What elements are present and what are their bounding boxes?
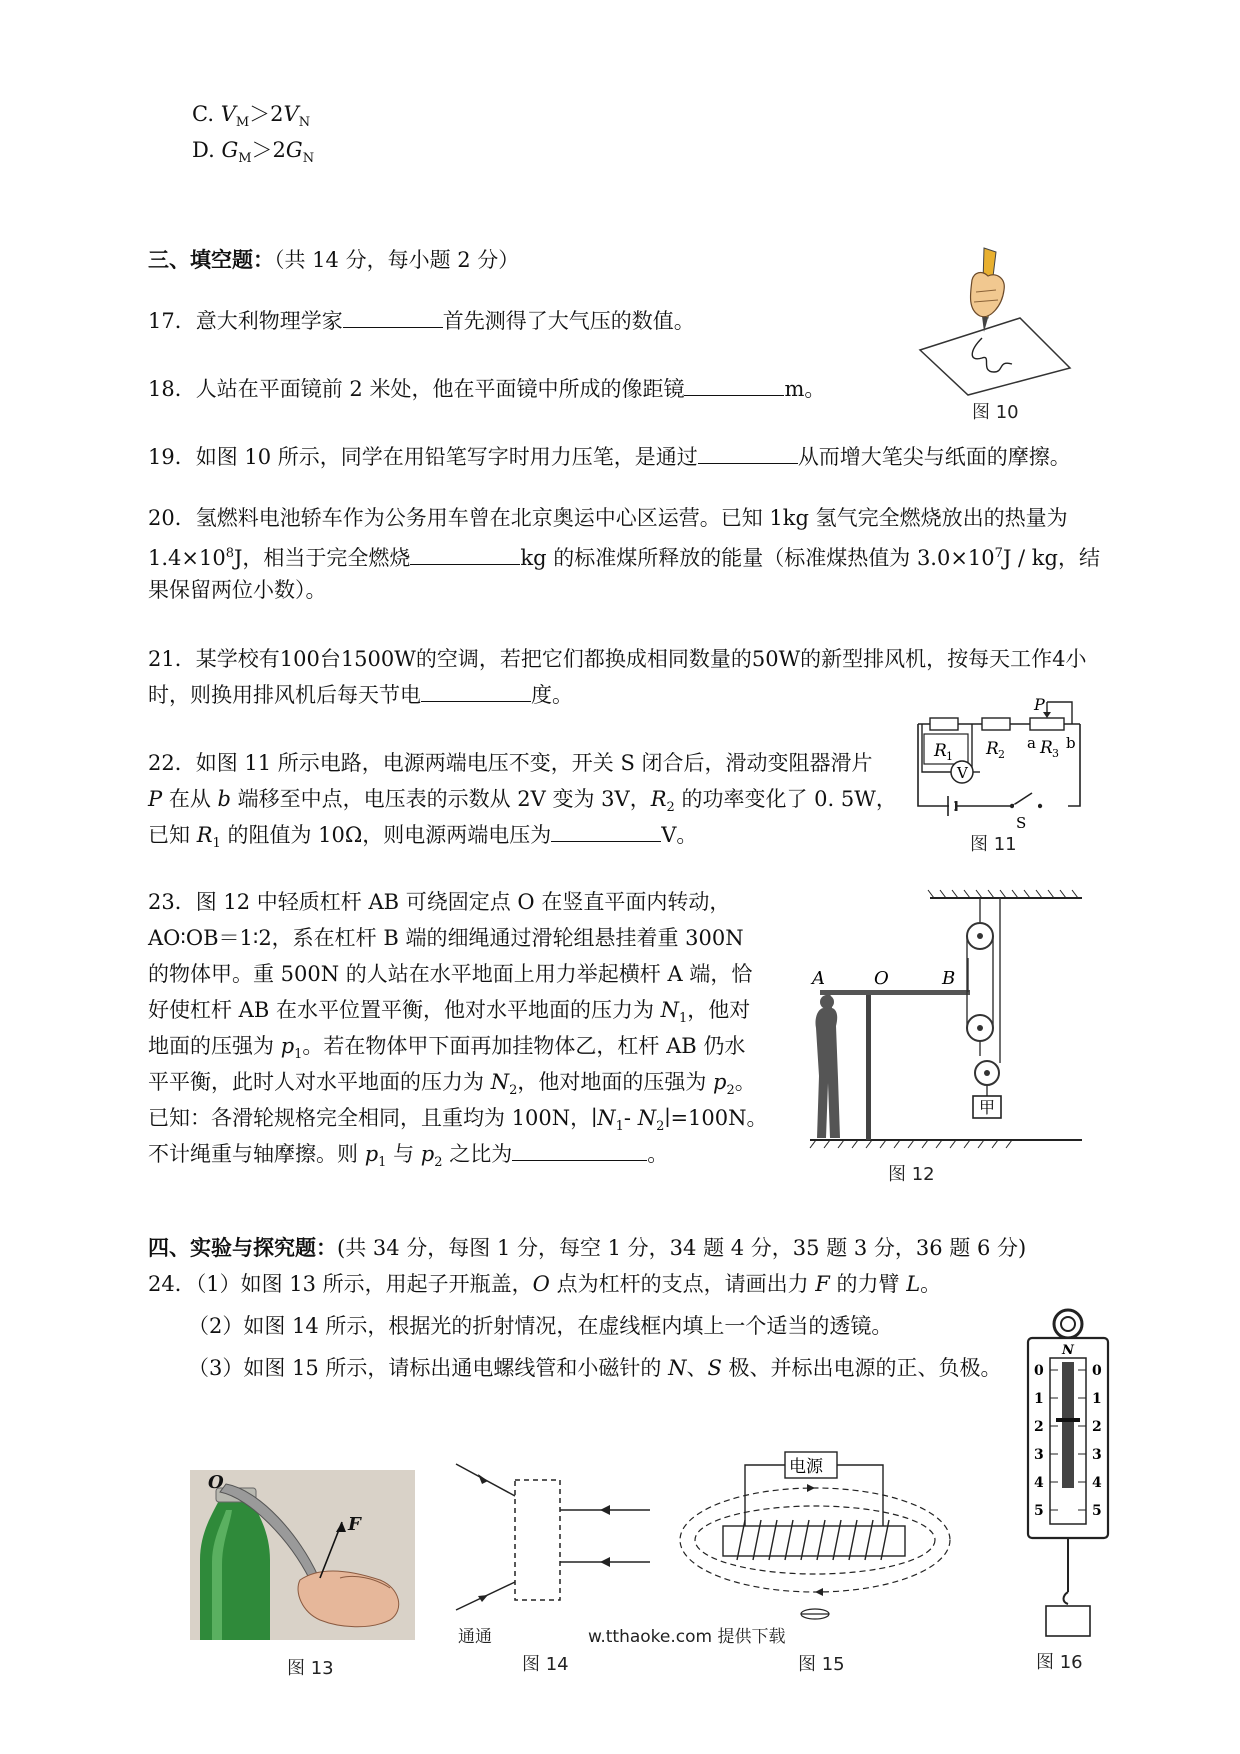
- svg-text:甲: 甲: [979, 1098, 996, 1117]
- answer-blank[interactable]: [698, 441, 798, 464]
- svg-text:B: B: [942, 968, 956, 989]
- figure-14-caption: 图 14: [522, 1654, 569, 1675]
- answer-blank[interactable]: [421, 679, 531, 702]
- question-24-part-1: 24．（1）如图 13 所示，用起子开瓶盖，O 点为杠杆的支点，请画出力 F 的力臂 L。: [148, 1272, 942, 1296]
- svg-text:3: 3: [1092, 1447, 1102, 1463]
- svg-text:N: N: [1062, 1343, 1074, 1358]
- question-22-line-1: 22．如图 11 所示电路，电源两端电压不变，开关 S 闭合后，滑动变阻器滑片: [148, 751, 873, 775]
- question-17: 17．意大利物理学家 首先测得了大气压的数值。: [148, 305, 695, 337]
- footer-source-text: w.tthaoke.com 提供下载: [588, 1627, 786, 1647]
- svg-text:3: 3: [1052, 747, 1059, 760]
- figure-14-lens-box: [450, 1450, 660, 1625]
- figure-15-caption: 图 15: [798, 1654, 845, 1675]
- question-20-line-3: 果保留两位小数）。: [148, 578, 327, 602]
- question-20-line-2: $1.4\times 10^8J$，相当于完全燃烧 kg 的标准煤所释放的能量（标准煤热值为 $3.0\times 10^7J$ / kg，结: [148, 538, 1100, 574]
- svg-text:R: R: [934, 741, 947, 761]
- svg-text:4: 4: [1092, 1475, 1102, 1491]
- svg-text:2: 2: [1034, 1419, 1044, 1435]
- svg-text:R: R: [1040, 738, 1053, 758]
- figure-10-caption: 图 10: [972, 402, 1019, 423]
- figure-16-spring-scale: [1010, 1300, 1130, 1640]
- svg-text:电源: 电源: [789, 1457, 823, 1477]
- svg-text:b: b: [1066, 734, 1076, 752]
- svg-text:4: 4: [1034, 1475, 1044, 1491]
- svg-text:0: 0: [1034, 1363, 1044, 1379]
- figure-11-caption: 图 11: [970, 834, 1017, 855]
- section-4-heading: 四、实验与探究题：(共 34 分，每图 1 分，每空 1 分，34 题 4 分，35 题 3 分，36 题 6 分): [148, 1235, 1027, 1260]
- question-23-line-1: 23．图 12 中轻质杠杆 AB 可绕固定点 O 在竖直平面内转动，: [148, 890, 731, 914]
- figure-11-circuit: [890, 676, 1090, 851]
- section-3-heading: 三、填空题：（共 14 分，每小题 2 分）: [148, 247, 520, 272]
- footer-left-text: 通通: [458, 1627, 492, 1647]
- question-23-line-2: AO∶OB＝1∶2，系在杠杆 B 端的细绳通过滑轮组悬挂着重 300N: [148, 926, 744, 950]
- question-23-line-5: 地面的压强为 $p_1$。若在物体甲下面再加挂物体乙，杠杆 AB 仍水: [148, 1034, 746, 1063]
- question-23-line-8: 不计绳重与轴摩擦。则 $p_1$ 与 $p_2$ 之比为 。: [148, 1138, 668, 1179]
- figure-13-bottle-opener: [190, 1470, 415, 1640]
- figure-15-solenoid: [675, 1440, 965, 1630]
- question-18: 18．人站在平面镜前 2 米处，他在平面镜中所成的像距镜 m。: [148, 373, 825, 405]
- resistor-r2-icon: [982, 718, 1010, 730]
- question-23-line-6: 平平衡，此时人对水平地面的压力为 $N_2$，他对地面的压强为 $p_2$。: [148, 1070, 756, 1099]
- answer-blank[interactable]: [551, 819, 661, 842]
- rheostat-r3-icon: [1030, 718, 1064, 730]
- svg-text:O: O: [208, 1472, 224, 1493]
- question-23-line-3: 的物体甲。重 500N 的人站在水平地面上用力举起横杆 A 端，恰: [148, 962, 753, 986]
- resistor-r1-icon: [930, 718, 958, 730]
- question-23-line-4: 好使杠杆 AB 在水平位置平衡，他对水平地面的压力为 $N_1$，他对: [148, 998, 751, 1027]
- question-22-line-2: P 在从 b 端移至中点，电压表的示数从 2V 变为 3V，$R_2$ 的功率变化了 0. 5W，: [148, 787, 897, 816]
- figure-12-caption: 图 12: [888, 1164, 935, 1185]
- svg-text:5: 5: [1034, 1503, 1044, 1519]
- svg-text:3: 3: [1034, 1447, 1044, 1463]
- question-24-part-3: （3）如图 15 所示，请标出通电螺线管和小磁针的 N、S 极、并标出电源的正、负极。: [188, 1356, 1002, 1380]
- svg-text:R: R: [986, 739, 999, 759]
- svg-text:5: 5: [1092, 1503, 1102, 1519]
- figure-12-lever-pulley: [800, 878, 1090, 1158]
- svg-text:P: P: [1034, 695, 1045, 714]
- figure-13-caption: 图 13: [287, 1658, 334, 1679]
- svg-text:F: F: [348, 1514, 361, 1535]
- svg-text:2: 2: [998, 748, 1005, 761]
- question-19: 19．如图 10 所示，同学在用铅笔写字时用力压笔，是通过 从而增大笔尖与纸面的摩擦。: [148, 441, 1071, 473]
- question-20-line-1: 20．氢燃料电池轿车作为公务用车曾在北京奥运中心区运营。已知 1kg 氢气完全燃烧放出的热量为: [148, 506, 1068, 530]
- svg-text:1: 1: [1034, 1391, 1044, 1407]
- question-23-line-7: 已知：各滑轮规格完全相同，且重均为 100N，$∣N_1-$ $N_2∣=100N$。: [148, 1106, 768, 1135]
- figure-10-pencil-writing: [910, 240, 1080, 405]
- svg-text:a: a: [1027, 734, 1036, 752]
- answer-blank[interactable]: [343, 305, 443, 328]
- svg-text:0: 0: [1092, 1363, 1102, 1379]
- svg-text:2: 2: [1092, 1419, 1102, 1435]
- answer-blank[interactable]: [512, 1138, 647, 1161]
- svg-text:1: 1: [946, 750, 953, 763]
- svg-text:A: A: [812, 968, 825, 989]
- svg-text:S: S: [1016, 814, 1027, 832]
- option-c: C. $V_M>2V_N$: [192, 102, 311, 131]
- figure-16-caption: 图 16: [1036, 1652, 1083, 1673]
- question-21-line-2: 时，则换用排风机后每天节电 度。: [148, 679, 573, 711]
- svg-text:V: V: [957, 764, 968, 782]
- question-24-part-2: （2）如图 14 所示，根据光的折射情况，在虚线框内填上一个适当的透镜。: [188, 1314, 893, 1338]
- question-22-line-3: 已知 $R_1$ 的阻值为 10Ω，则电源两端电压为 V。: [148, 819, 697, 860]
- svg-text:1: 1: [1092, 1391, 1102, 1407]
- question-21-line-1: 21．某学校有100台1500W的空调，若把它们都换成相同数量的50W的新型排风机，按每天工作4小: [148, 647, 1087, 671]
- answer-blank[interactable]: [684, 373, 784, 396]
- svg-text:O: O: [874, 968, 889, 989]
- option-d: D. $G_M>2G_N$: [192, 138, 315, 167]
- answer-blank[interactable]: [410, 542, 520, 565]
